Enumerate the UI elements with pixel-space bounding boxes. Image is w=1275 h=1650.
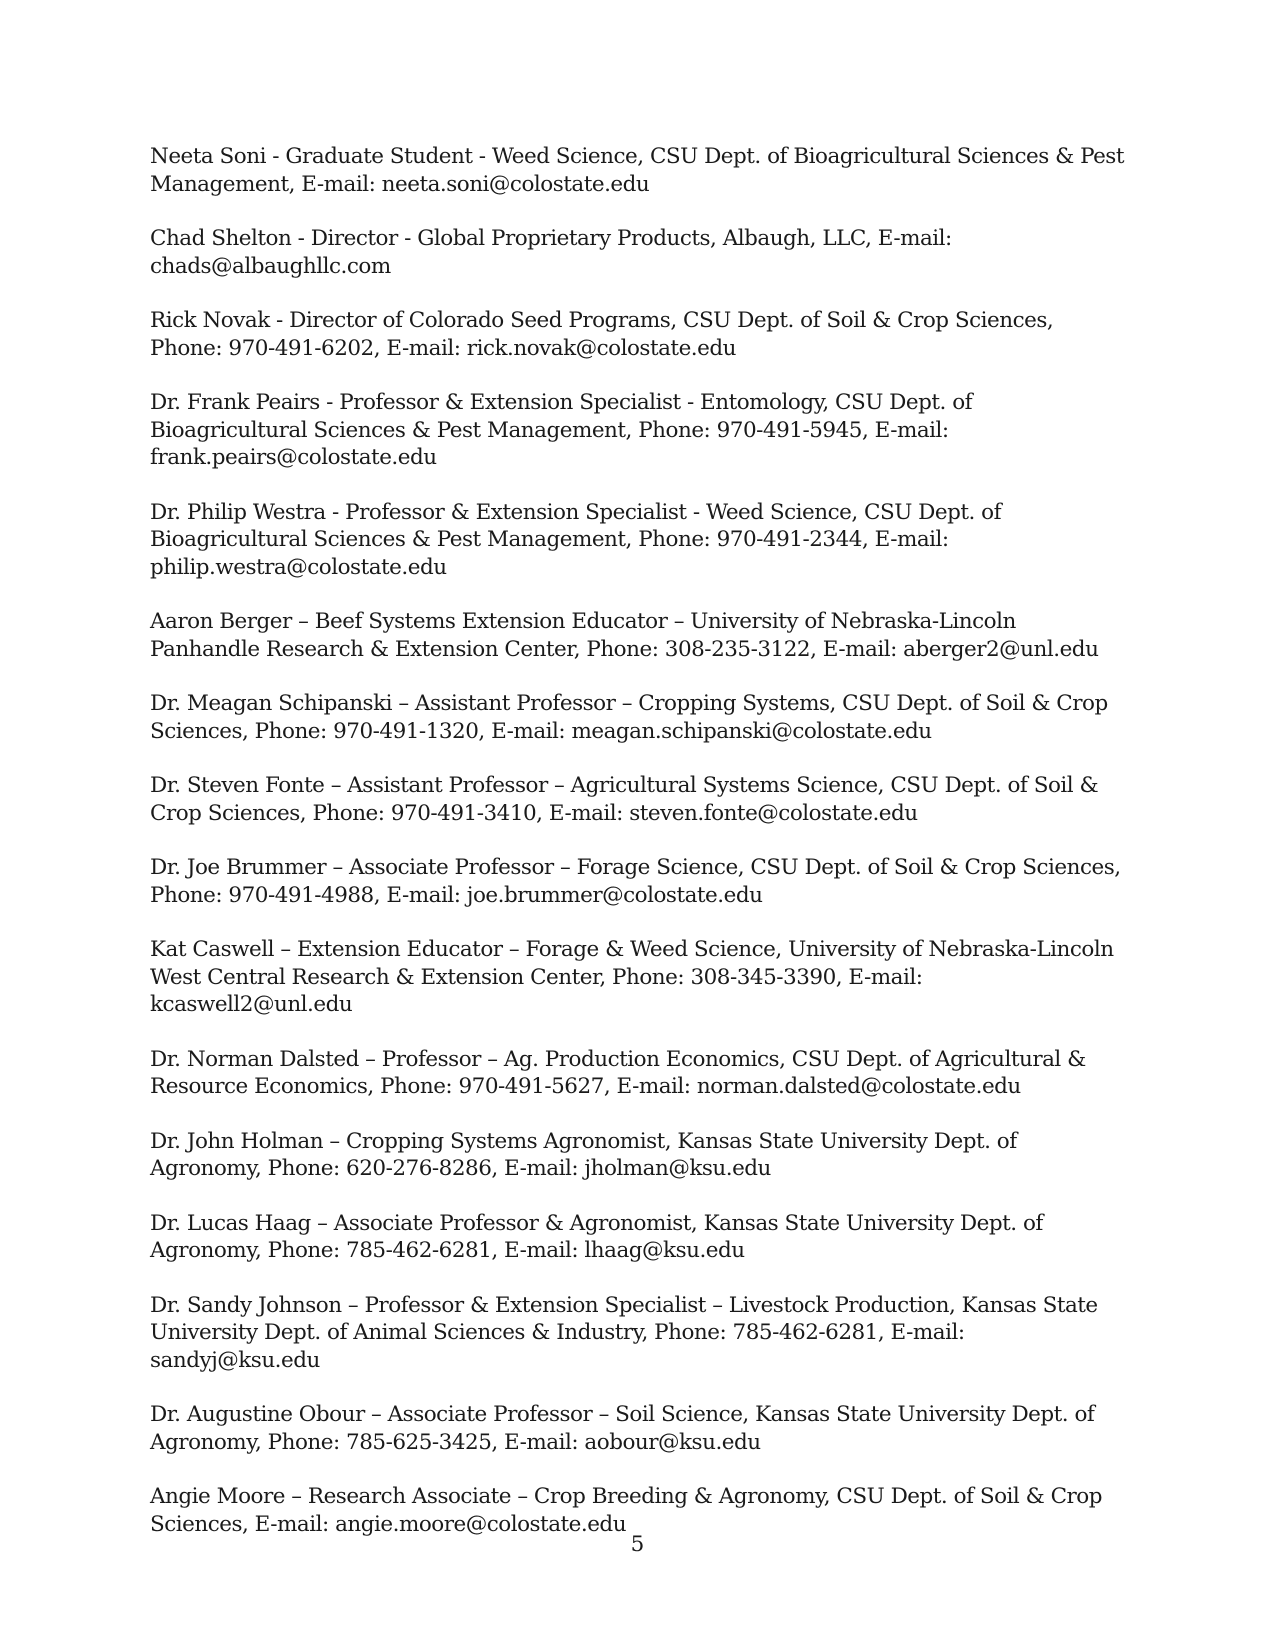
- contact-entry-norman-dalsted: Dr. Norman Dalsted – Professor – Ag. Production Economics, CSU Dept. of Agricultural & Resource Economics, Phone: 970-491-5627, E-mail: norman.dalsted@colostate.edu: [150, 1046, 1086, 1099]
- contact-entry-aaron-berger: Aaron Berger – Beef Systems Extension Educator – University of Nebraska-Lincoln Panhandle Research & Extension Center, Phone: 308-235-3122, E-mail: aberger2@unl.edu: [150, 609, 1099, 662]
- contact-entry-kat-caswell: Kat Caswell – Extension Educator – Forage & Weed Science, University of Nebraska-Lincoln West Central Research & Extension Center, Phone: 308-345-3390, E-mail: kcaswell2@unl.edu: [150, 937, 1114, 1017]
- contact-entry-joe-brummer: Dr. Joe Brummer – Associate Professor – Forage Science, CSU Dept. of Soil & Crop Sciences, Phone: 970-491-4988, E-mail: joe.brummer@colostate.edu: [150, 855, 1121, 908]
- contact-entry-lucas-haag: Dr. Lucas Haag – Associate Professor & Agronomist, Kansas State University Dept. of Agronomy, Phone: 785-462-6281, E-mail: lhaag@ksu.edu: [150, 1210, 1043, 1263]
- contact-entry-philip-westra: Dr. Philip Westra - Professor & Extension Specialist - Weed Science, CSU Dept. of Bioagricultural Sciences & Pest Management, Phone: 970-491-2344, E-mail: philip.westra@colostate.edu: [150, 499, 1002, 580]
- page-number: 5: [630, 1532, 645, 1557]
- contact-entry-frank-peairs: Dr. Frank Peairs - Professor & Extension Specialist - Entomology, CSU Dept. of Bioagricultural Sciences & Pest Management, Phone: 970-491-5945, E-mail: frank.peairs@colostate.edu: [150, 390, 973, 470]
- contact-entry-rick-novak: Rick Novak - Director of Colorado Seed Programs, CSU Dept. of Soil & Crop Sciences, Phone: 970-491-6202, E-mail: rick.novak@colostate.edu: [150, 308, 1054, 361]
- contact-entry-steven-fonte: Dr. Steven Fonte – Assistant Professor – Agricultural Systems Science, CSU Dept. of Soil & Crop Sciences, Phone: 970-491-3410, E-mail: steven.fonte@colostate.edu: [150, 773, 1099, 826]
- contact-entry-john-holman: Dr. John Holman – Cropping Systems Agronomist, Kansas State University Dept. of Agronomy, Phone: 620-276-8286, E-mail: jholman@ksu.edu: [150, 1128, 1017, 1181]
- contact-entry-angie-moore: Angie Moore – Research Associate – Crop Breeding & Agronomy, CSU Dept. of Soil & Crop Sciences, E-mail: angie.moore@colostate.edu: [150, 1484, 1103, 1537]
- contact-entry-augustine-obour: Dr. Augustine Obour – Associate Professor – Soil Science, Kansas State University Dept. of Agronomy, Phone: 785-625-3425, E-mail: aobour@ksu.edu: [150, 1402, 1095, 1455]
- contact-entry-chad-shelton: Chad Shelton - Director - Global Proprietary Products, Albaugh, LLC, E-mail: chads@albaughllc.com: [150, 226, 952, 279]
- contact-entry-sandy-johnson: Dr. Sandy Johnson – Professor & Extension Specialist – Livestock Production, Kansas State University Dept. of Animal Sciences & Industry, Phone: 785-462-6281, E-mail: sandyj@ksu.edu: [150, 1292, 1098, 1373]
- contact-entry-neeta-soni: Neeta Soni - Graduate Student - Weed Science, CSU Dept. of Bioagricultural Sciences & Pest Management, E-mail: neeta.soni@colostate.edu: [150, 144, 1124, 197]
- contact-list: [150, 143, 1130, 1565]
- contact-entry-meagan-schipanski: Dr. Meagan Schipanski – Assistant Professor – Cropping Systems, CSU Dept. of Soil & Crop Sciences, Phone: 970-491-1320, E-mail: meagan.schipanski@colostate.edu: [150, 691, 1108, 744]
